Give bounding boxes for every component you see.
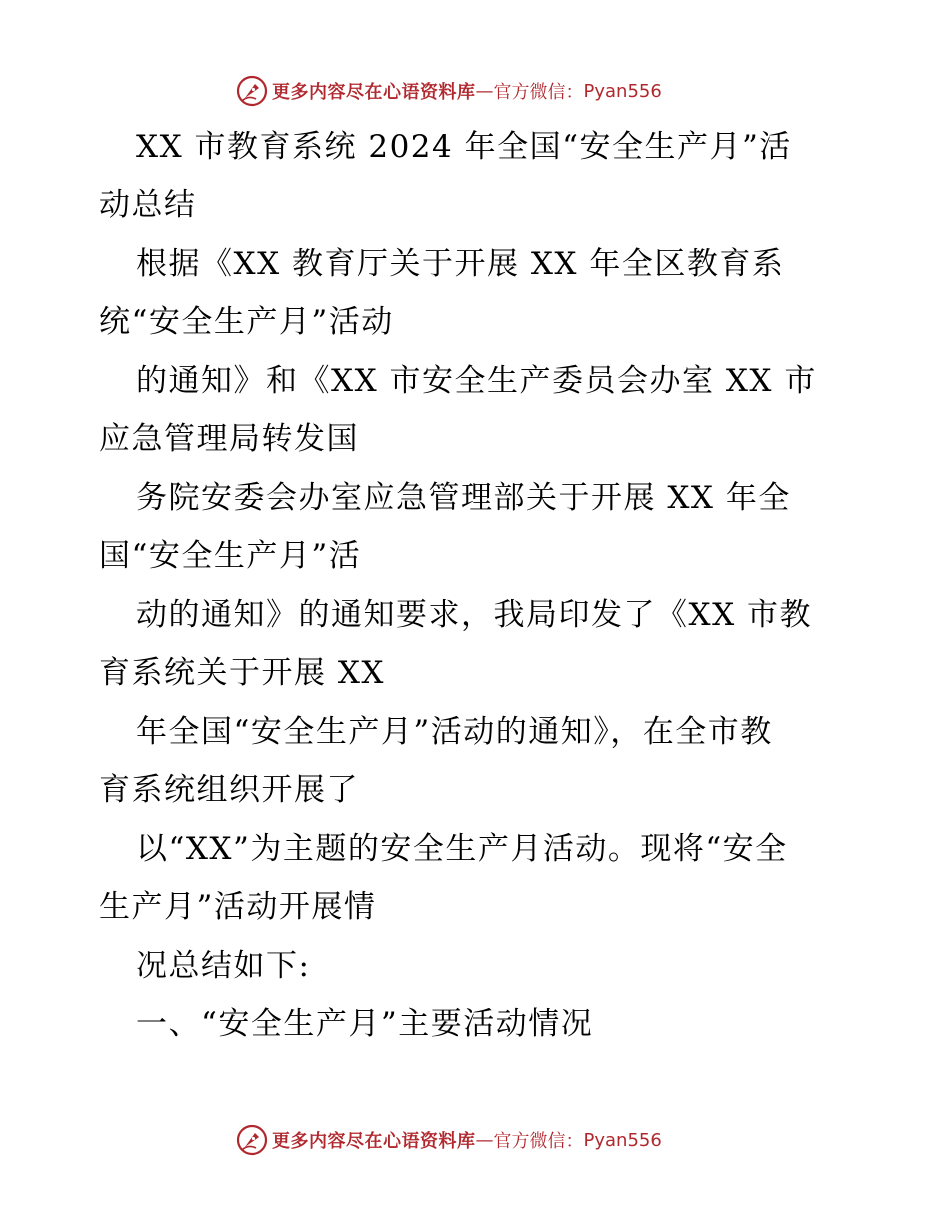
document-title-line: XX 市教育系统 2024 年全国“安全生产月”活 (136, 129, 792, 165)
watermark-text: 更多内容尽在心语资料库 (272, 1131, 476, 1152)
watermark-text: 更多内容尽在心语资料库 (272, 82, 476, 103)
watermark-wechat-id: Pyan556 (583, 1129, 662, 1151)
paragraph-line: 国“安全生产月”活 (99, 538, 362, 574)
paragraph-line: 应急管理局转发国 (99, 421, 359, 457)
watermark-wechat-label: 官方微信： (493, 82, 584, 103)
section-heading: 一、“安全生产月”主要活动情况 (136, 1006, 594, 1042)
paragraph-line: 的通知》和《XX 市安全生产委员会办室 XX 市 (136, 363, 817, 399)
watermark-wechat-label: 官方微信： (493, 1131, 584, 1152)
document-title-line: 动总结 (99, 187, 197, 223)
paragraph-line: 以“XX”为主题的安全生产月活动。现将“安全 (136, 831, 788, 867)
paragraph-line: 况总结如下: (136, 948, 311, 984)
paragraph-line: 育系统组织开展了 (99, 772, 359, 808)
paragraph-line: 年全国“安全生产月”活动的通知》，在全市教 (136, 714, 773, 750)
watermark-footer (236, 1123, 662, 1157)
paragraph-line: 生产月”活动开展情 (99, 889, 377, 925)
watermark-wechat-id: Pyan556 (583, 80, 662, 102)
paragraph-line: 根据《XX 教育厅关于开展 XX 年全区教育系 (136, 246, 785, 282)
paragraph-line: 动的通知》的通知要求，我局印发了《XX 市教 (136, 597, 812, 633)
watermark-separator: — (475, 80, 494, 102)
paragraph-line: 务院安委会办室应急管理部关于开展 XX 年全 (136, 480, 791, 516)
paragraph-line: 统“安全生产月”活动 (99, 304, 394, 340)
pen-nib-logo-icon (236, 1124, 268, 1156)
pen-nib-logo-icon (236, 75, 268, 107)
watermark-header (236, 74, 662, 108)
watermark-separator: — (475, 1129, 494, 1151)
paragraph-line: 育系统关于开展 XX (99, 655, 385, 691)
